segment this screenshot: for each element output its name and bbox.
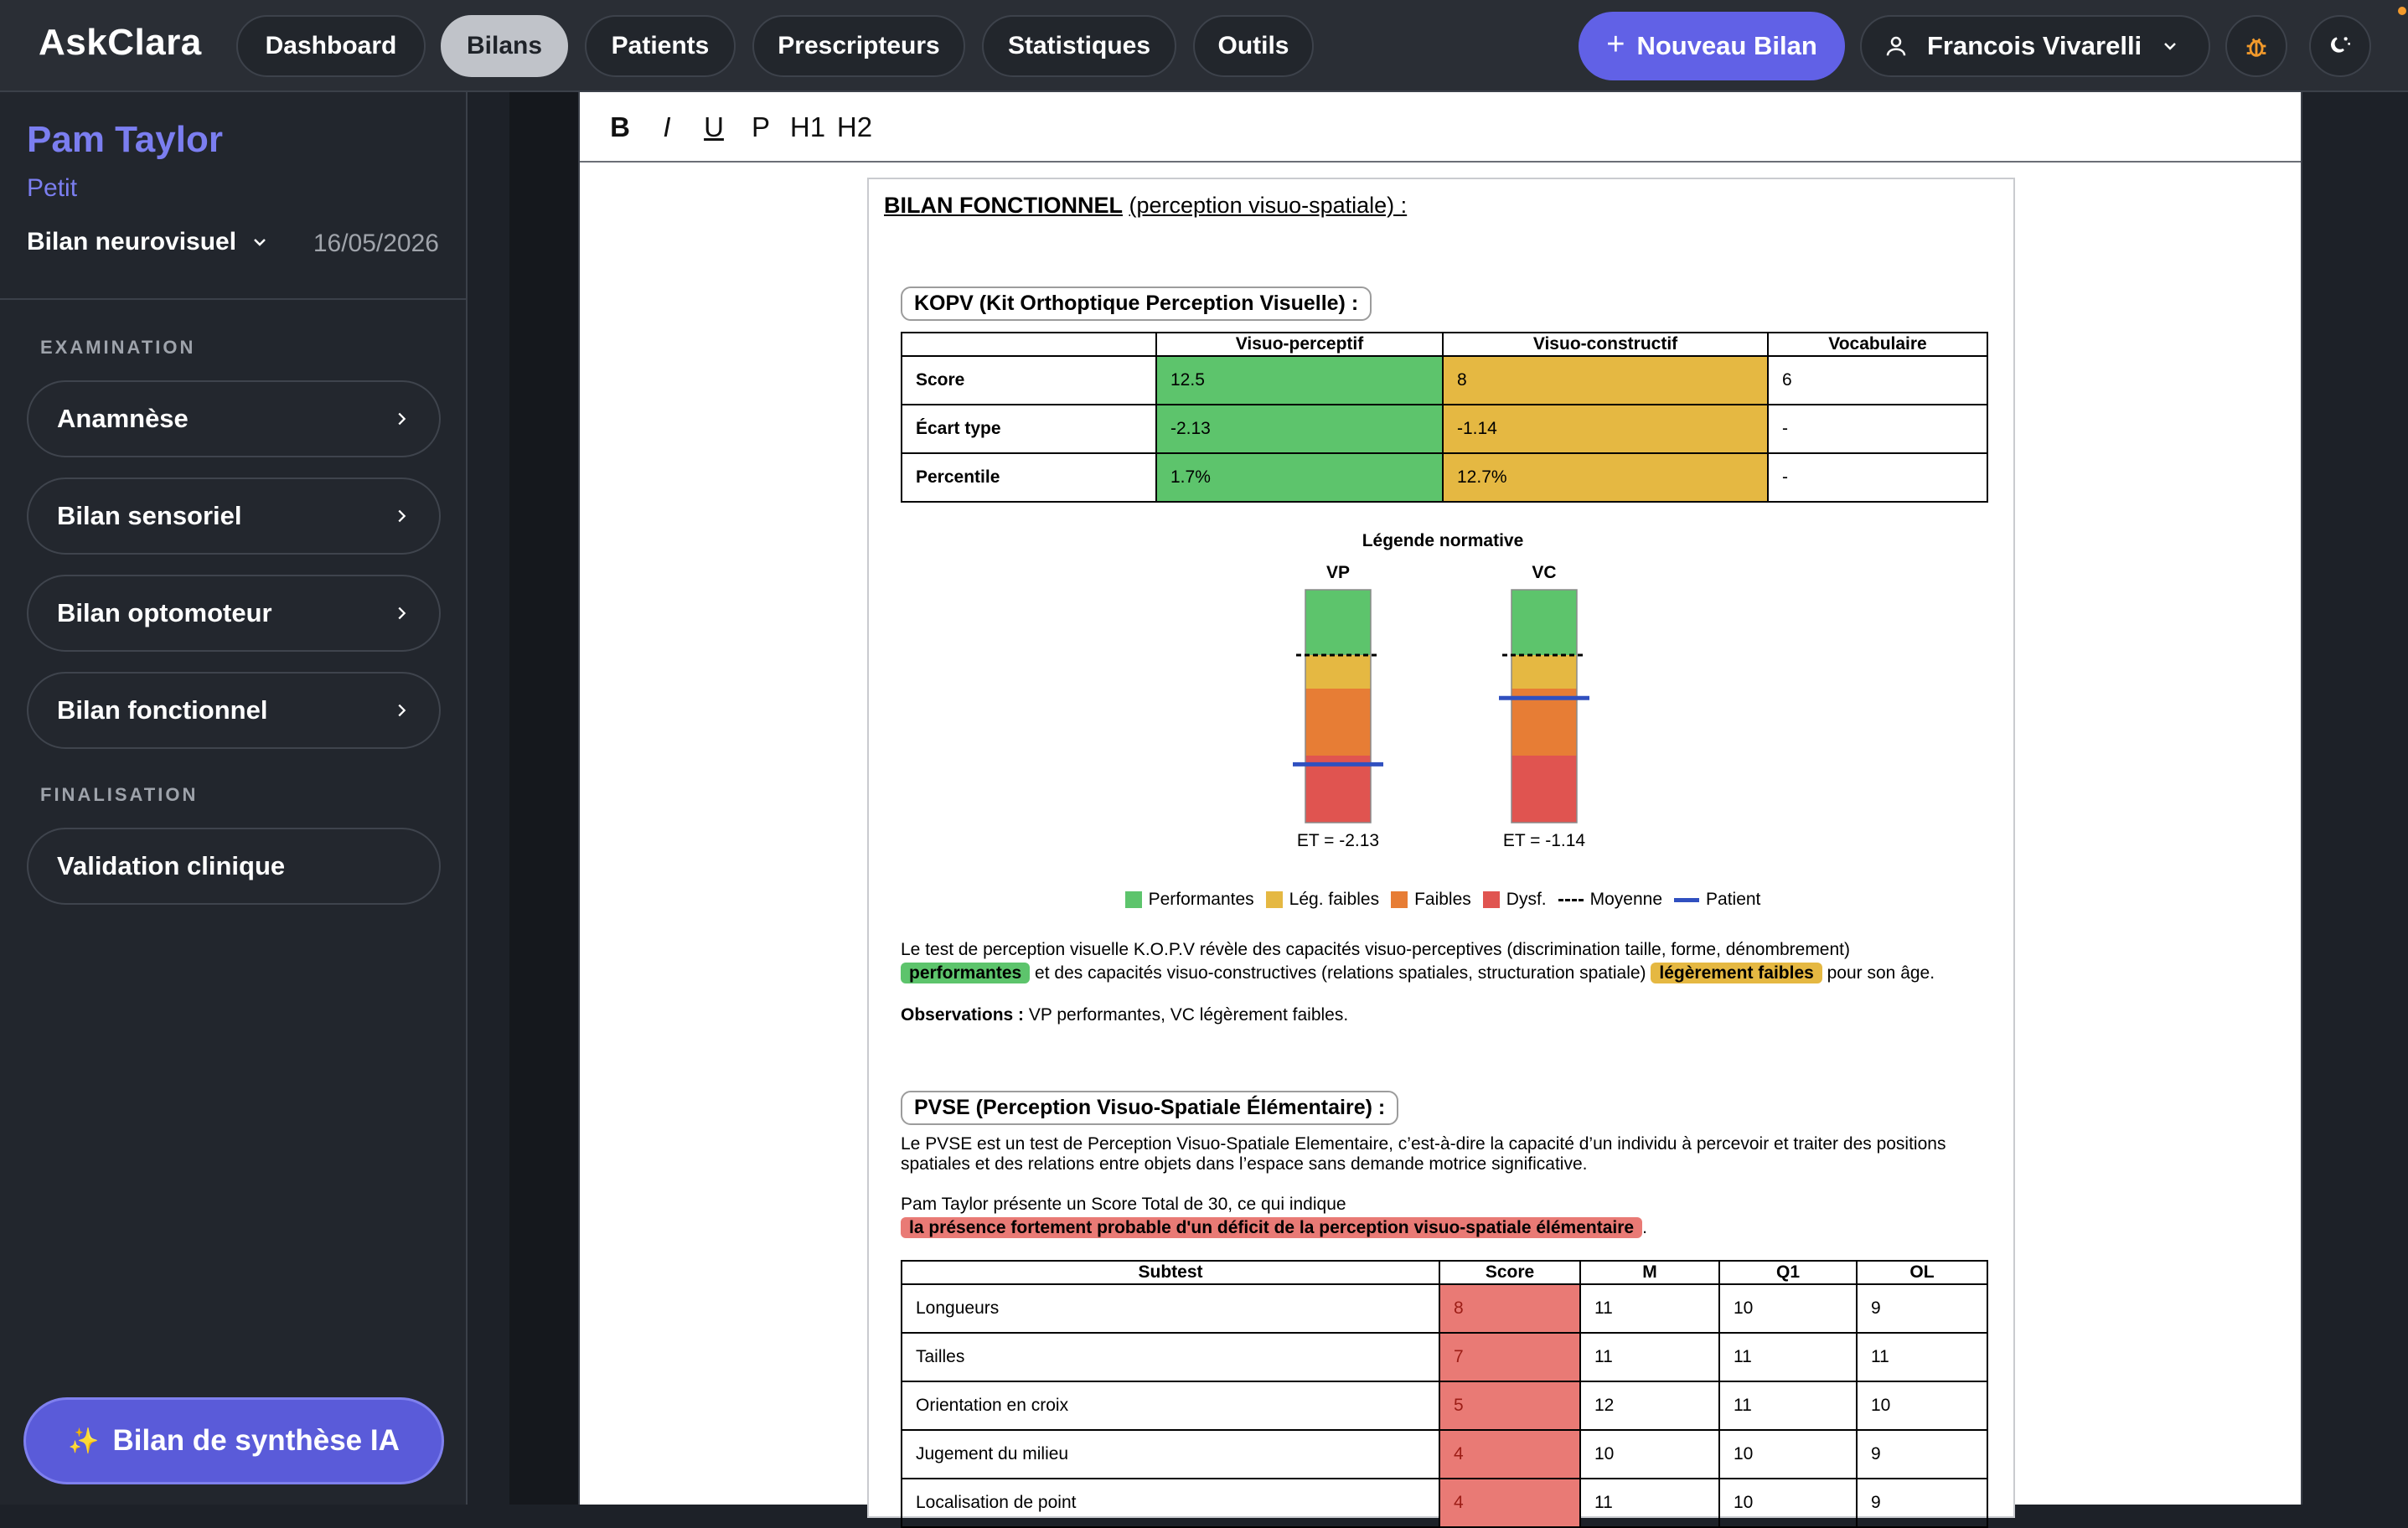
pvse-score-text: Pam Taylor présente un Score Total de 30, ce qui indique [901,1195,1346,1214]
legend-title: Légende normative [1362,531,1524,550]
zone-leg-faibles [1511,655,1577,689]
cell-q1: 11 [1719,1381,1857,1430]
zone-performantes [1305,590,1371,655]
theme-toggle-button[interactable] [2309,15,2371,77]
kopv-observations [901,1004,1990,1027]
cell-vc: -1.14 [1443,405,1768,453]
kopv-title: KOPV (Kit Orthoptique Perception Visuelle) : [901,286,1372,321]
pvse-header-ol: OL [1857,1261,1987,1284]
table-row [902,1333,1987,1381]
observations-label: Observations : [901,1005,1025,1025]
gauge-vp-label: VP [1325,563,1351,582]
cell-vp: 1.7% [1156,453,1443,502]
pvse-header-q1: Q1 [1719,1261,1857,1284]
cell-q1: 10 [1719,1430,1857,1479]
table-row [902,356,1987,405]
gauge-vc [1499,590,1589,823]
chevron-right-icon [392,701,411,720]
legend-faibles: Faibles [1414,890,1471,909]
tab-outils[interactable]: Outils [1193,15,1314,77]
legend-performantes: Performantes [1148,890,1254,909]
legend-patient: Patient [1706,890,1761,909]
sidebar-item-label: Bilan fonctionnel [57,695,268,725]
doc-title-rest: (perception visuo-spatiale) : [1129,193,1408,218]
pvse-header-subtest: Subtest [902,1261,1439,1284]
gauge-vp [1293,590,1383,823]
sidebar-divider [0,298,466,300]
cell-voc: 6 [1768,356,1987,405]
sidebar-item-label: Validation clinique [57,851,286,880]
legend-swatch-yellow [1266,891,1283,908]
table-row [902,1381,1987,1430]
table-row [902,453,1987,502]
sidebar-item-anamnese[interactable] [27,380,441,457]
sparkles-icon: ✨ [68,1427,100,1455]
cell-score: 4 [1439,1479,1580,1527]
chevron-down-icon [250,232,270,252]
underline-button[interactable]: U [704,111,724,142]
cell-m: 12 [1580,1381,1719,1430]
notification-dot [2398,7,2406,15]
ai-synthesis-label: Bilan de synthèse IA [112,1424,400,1457]
legend-swatch-red [1483,891,1500,908]
tab-statistiques[interactable]: Statistiques [982,15,1176,77]
new-bilan-button[interactable] [1579,12,1845,80]
theme-icon [2327,33,2354,59]
bilan-type-select[interactable] [27,228,270,256]
row-label: Score [902,356,1156,405]
doc-title-bold: BILAN FONCTIONNEL [884,193,1123,218]
observations-text: VP performantes, VC légèrement faibles. [1024,1005,1349,1025]
kopv-header-row [902,333,1987,356]
sidebar-item-label: Anamnèse [57,404,189,433]
highlight-leg-faibles: légèrement faibles [1651,963,1822,983]
pvse-title: PVSE (Perception Visuo-Spatiale Élémentaire) : [901,1091,1398,1125]
new-bilan-label: Nouveau Bilan [1636,31,1817,60]
legend-leg-faibles: Lég. faibles [1289,890,1380,909]
paragraph-button[interactable]: P [751,111,770,142]
sidebar-item-validation[interactable] [27,828,441,905]
cell-voc: - [1768,405,1987,453]
kopv-header-vc: Visuo-constructif [1443,333,1768,356]
cell-ol: 9 [1857,1479,1987,1527]
patient-subtitle: Petit [27,174,78,202]
ai-synthesis-button[interactable] [23,1397,444,1484]
gauge-vp-et: ET = -2.13 [1296,831,1380,850]
cell-q1: 11 [1719,1333,1857,1381]
pvse-score [901,1193,1990,1240]
cell-score: 7 [1439,1333,1580,1381]
table-row [902,405,1987,453]
bug-icon [2242,32,2271,60]
cell-vp: -2.13 [1156,405,1443,453]
cell-subtest: Localisation de point [902,1479,1439,1527]
kopv-header-vp: Visuo-perceptif [1156,333,1443,356]
cell-voc: - [1768,453,1987,502]
cell-ol: 11 [1857,1333,1987,1381]
sidebar-item-label: Bilan sensoriel [57,501,242,530]
cell-vc: 8 [1443,356,1768,405]
pvse-description: Le PVSE est un test de Perception Visuo-Spatiale Elementaire, c’est-à-dire la capacité d’un individu à percevoir et traiter des positions spatiales et des relations entre objets dans l’espace sans demande motrice significative. [901,1134,1946,1174]
pvse-score-end: . [1642,1218,1647,1237]
chevron-down-icon [2160,36,2180,56]
row-label: Écart type [902,405,1156,453]
bilan-type-label: Bilan neurovisuel [27,228,237,256]
kopv-text-2: et des capacités visuo-constructives (relations spatiales, structuration spatiale) [1030,963,1651,983]
cell-subtest: Jugement du milieu [902,1430,1439,1479]
pvse-table [901,1260,1988,1528]
row-label: Percentile [902,453,1156,502]
pvse-header-row [902,1261,1987,1284]
bilan-date: 16/05/2026 [313,230,439,257]
cell-m: 11 [1580,1479,1719,1527]
cell-score: 5 [1439,1381,1580,1430]
sidebar [0,92,468,1505]
tab-bilans[interactable]: Bilans [441,15,568,77]
pvse-header-m: M [1580,1261,1719,1284]
user-icon [1884,34,1909,59]
sidebar-item-bilan-fonctionnel[interactable] [27,672,441,749]
highlight-performantes: performantes [901,963,1030,983]
plus-icon: + [1606,26,1625,62]
tab-dashboard[interactable]: Dashboard [236,15,426,77]
cell-ol: 9 [1857,1430,1987,1479]
table-row [902,1284,1987,1333]
italic-button[interactable]: I [663,111,671,142]
tab-prescripteurs[interactable]: Prescripteurs [752,15,965,77]
cell-m: 10 [1580,1430,1719,1479]
section-label-finalisation: FINALISATION [40,784,199,805]
cell-vc: 12.7% [1443,453,1768,502]
gauges-svg [869,553,2017,1072]
chevron-right-icon [392,507,411,525]
gauge-legend [869,890,2017,910]
bug-report-button[interactable] [2225,15,2287,77]
sidebar-item-bilan-optomoteur[interactable] [27,575,441,652]
user-menu-button[interactable] [1860,15,2210,77]
legend-dysf: Dysf. [1506,890,1547,909]
h1-button[interactable]: H1 [789,111,826,142]
top-bar [0,0,2408,92]
zone-faibles [1305,689,1371,756]
sidebar-item-label: Bilan optomoteur [57,598,272,627]
cell-q1: 10 [1719,1479,1857,1527]
normative-gauges [869,553,2017,1072]
editor-toolbar [580,94,2301,163]
tab-patients[interactable]: Patients [585,15,736,77]
legend-swatch-orange [1391,891,1408,908]
editor-right-gutter [2302,92,2408,1505]
gauge-vc-label: VC [1532,563,1557,582]
kopv-header-blank [902,333,1156,356]
cell-m: 11 [1580,1333,1719,1381]
cell-vp: 12.5 [1156,356,1443,405]
table-row [902,1479,1987,1527]
app-logo[interactable]: AskClara [39,22,202,63]
cell-ol: 9 [1857,1284,1987,1333]
kopv-table [901,332,1988,503]
bold-button[interactable]: B [610,111,630,142]
zone-leg-faibles [1305,655,1371,689]
cell-score: 4 [1439,1430,1580,1479]
user-name: Francois Vivarelli [1927,31,2142,60]
highlight-deficit: la présence fortement probable d'un déficit de la perception visuo-spatiale élémentaire [901,1217,1642,1238]
kopv-header-voc: Vocabulaire [1768,333,1987,356]
chevron-right-icon [392,410,411,428]
kopv-text-1: Le test de perception visuelle K.O.P.V révèle des capacités visuo-perceptives (discrimination taille, forme, dénombrement) [901,940,1850,959]
cell-subtest: Longueurs [902,1284,1439,1333]
table-row [902,1430,1987,1479]
cell-subtest: Orientation en croix [902,1381,1439,1430]
gauge-vc-et: ET = -1.14 [1502,831,1586,850]
doc-title [884,193,1407,219]
cell-m: 11 [1580,1284,1719,1333]
cell-subtest: Tailles [902,1333,1439,1381]
chevron-right-icon [392,604,411,622]
patient-name: Pam Taylor [27,119,223,160]
legend-dash-line [1558,899,1584,901]
legend-swatch-green [1125,891,1142,908]
h2-button[interactable]: H2 [836,111,873,142]
kopv-interpretation [901,938,1990,985]
kopv-text-3: pour son âge. [1822,963,1935,983]
sidebar-item-bilan-sensoriel[interactable] [27,478,441,555]
zone-dysf [1511,756,1577,823]
cell-q1: 10 [1719,1284,1857,1333]
legend-moyenne: Moyenne [1589,890,1663,909]
zone-performantes [1511,590,1577,655]
pvse-header-score: Score [1439,1261,1580,1284]
report-document[interactable] [867,178,2015,1518]
cell-score: 8 [1439,1284,1580,1333]
legend-patient-line [1674,898,1699,902]
section-label-examination: EXAMINATION [40,337,196,358]
cell-ol: 10 [1857,1381,1987,1430]
